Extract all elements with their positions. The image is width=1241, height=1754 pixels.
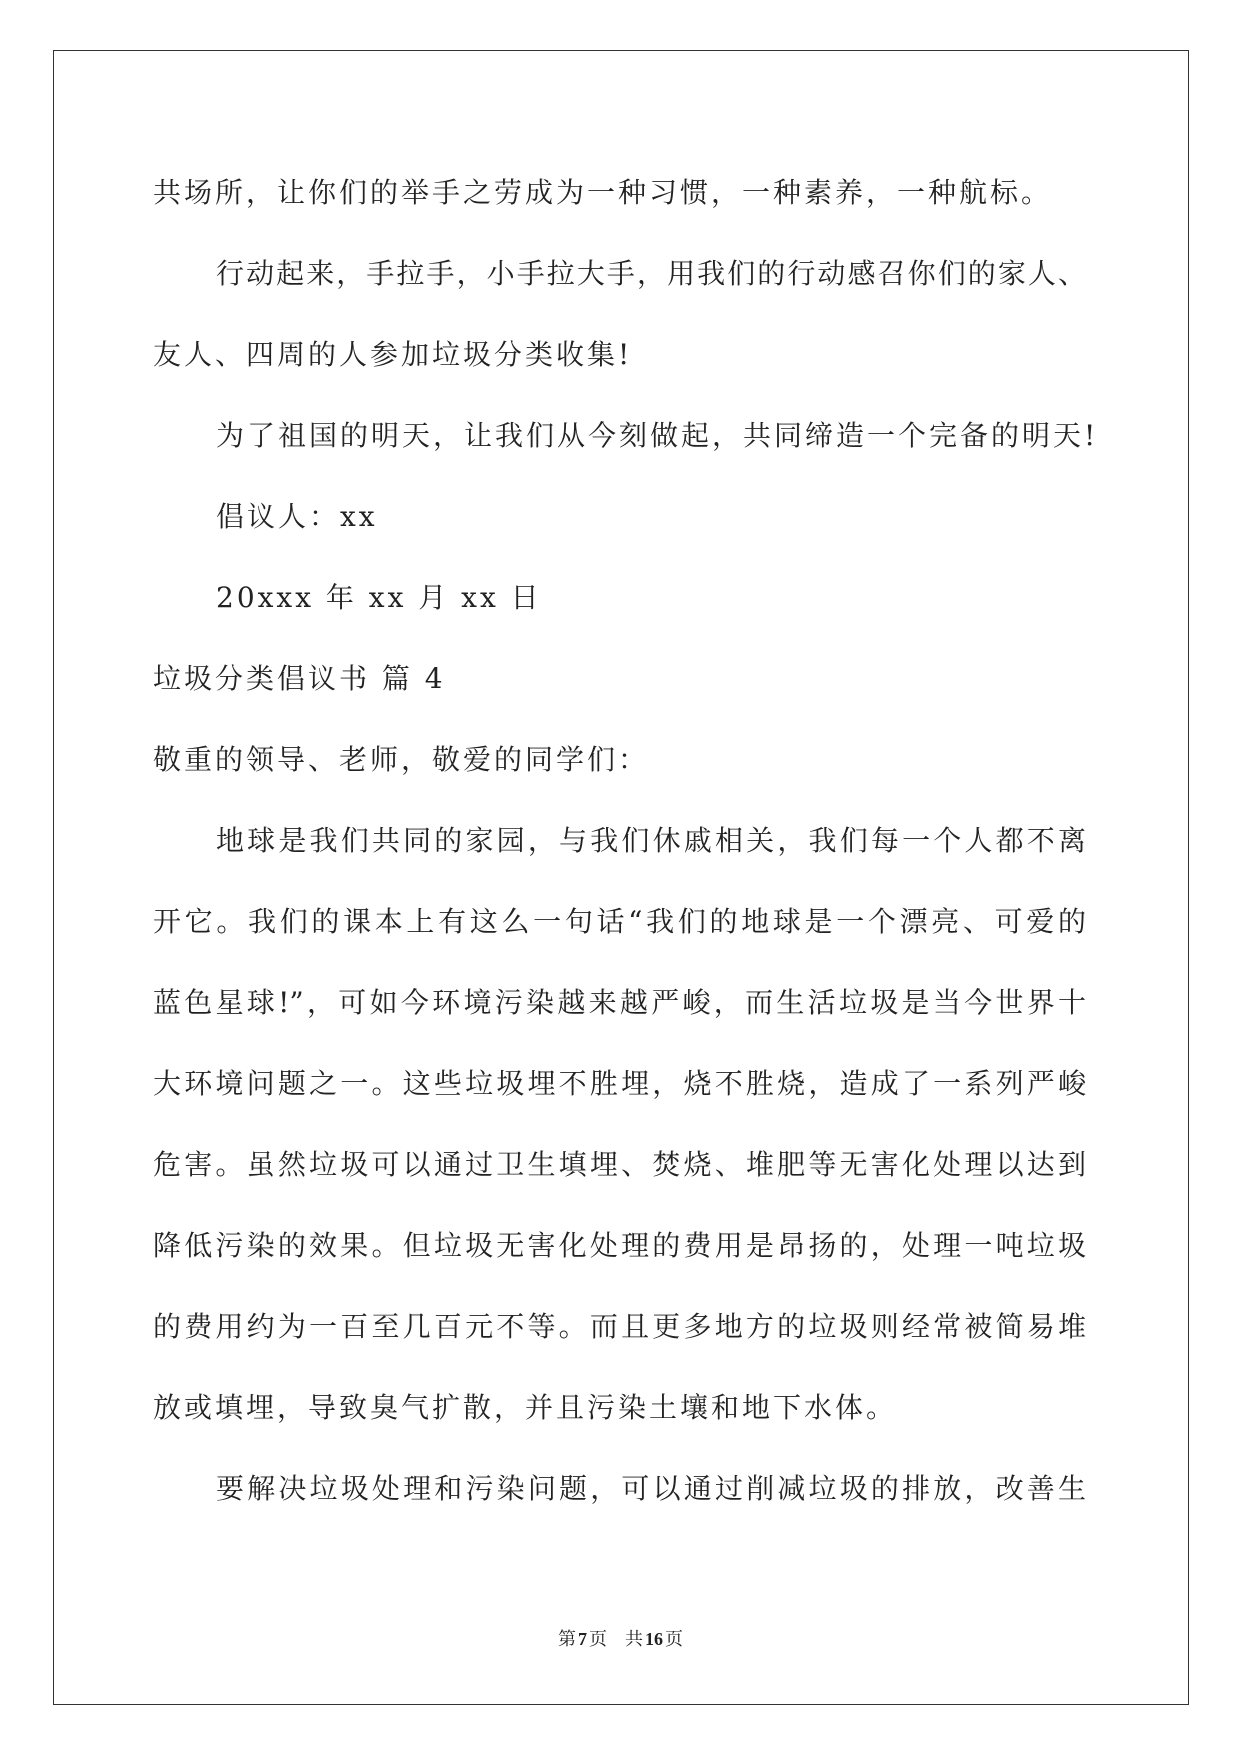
total-suffix: 页 xyxy=(665,1629,683,1649)
paragraph-line: 降低污染的效果。但垃圾无害化处理的费用是昂扬的，处理一吨垃圾 xyxy=(153,1229,1086,1262)
paragraph-line: 友人、四周的人参加垃圾分类收集! xyxy=(153,338,633,371)
paragraph-line: 要解决垃圾处理和污染问题，可以通过削减垃圾的排放，改善生 xyxy=(216,1472,1086,1505)
page-footer xyxy=(0,1626,1241,1652)
current-page-number: 7 xyxy=(578,1629,587,1649)
paragraph-line: 为了祖国的明天，让我们从今刻做起，共同缔造一个完备的明天! xyxy=(216,419,1099,452)
paragraph-line: 大环境问题之一。这些垃圾埋不胜埋，烧不胜烧，造成了一系列严峻 xyxy=(153,1067,1086,1100)
paragraph-line: 危害。虽然垃圾可以通过卫生填埋、焚烧、堆肥等无害化处理以达到 xyxy=(153,1148,1086,1181)
paragraph-line: 放或填埋，导致臭气扩散，并且污染土壤和地下水体。 xyxy=(153,1391,898,1424)
page-suffix: 页 xyxy=(589,1629,607,1649)
signatory-line: 倡议人：xx xyxy=(216,500,378,533)
section-heading: 垃圾分类倡议书 篇 4 xyxy=(153,662,446,695)
total-prefix: 共 xyxy=(625,1629,643,1649)
total-pages-number: 16 xyxy=(645,1629,663,1649)
salutation-line: 敬重的领导、老师，敬爱的同学们： xyxy=(153,743,650,776)
paragraph-line: 行动起来，手拉手，小手拉大手，用我们的行动感召你们的家人、 xyxy=(216,257,1086,290)
paragraph-line: 的费用约为一百至几百元不等。而且更多地方的垃圾则经常被简易堆 xyxy=(153,1310,1086,1343)
paragraph-line: 共场所，让你们的举手之劳成为一种习惯，一种素养，一种航标。 xyxy=(153,176,1053,209)
date-line: 20xxx 年 xx 月 xx 日 xyxy=(216,581,542,614)
document-body xyxy=(153,152,1099,1529)
page-prefix: 第 xyxy=(558,1629,576,1649)
paragraph-line: 蓝色星球!”，可如今环境污染越来越严峻，而生活垃圾是当今世界十 xyxy=(153,986,1086,1019)
paragraph-line: 地球是我们共同的家园，与我们休戚相关，我们每一个人都不离 xyxy=(216,824,1086,857)
paragraph-line: 开它。我们的课本上有这么一句话“我们的地球是一个漂亮、可爱的 xyxy=(153,905,1086,938)
